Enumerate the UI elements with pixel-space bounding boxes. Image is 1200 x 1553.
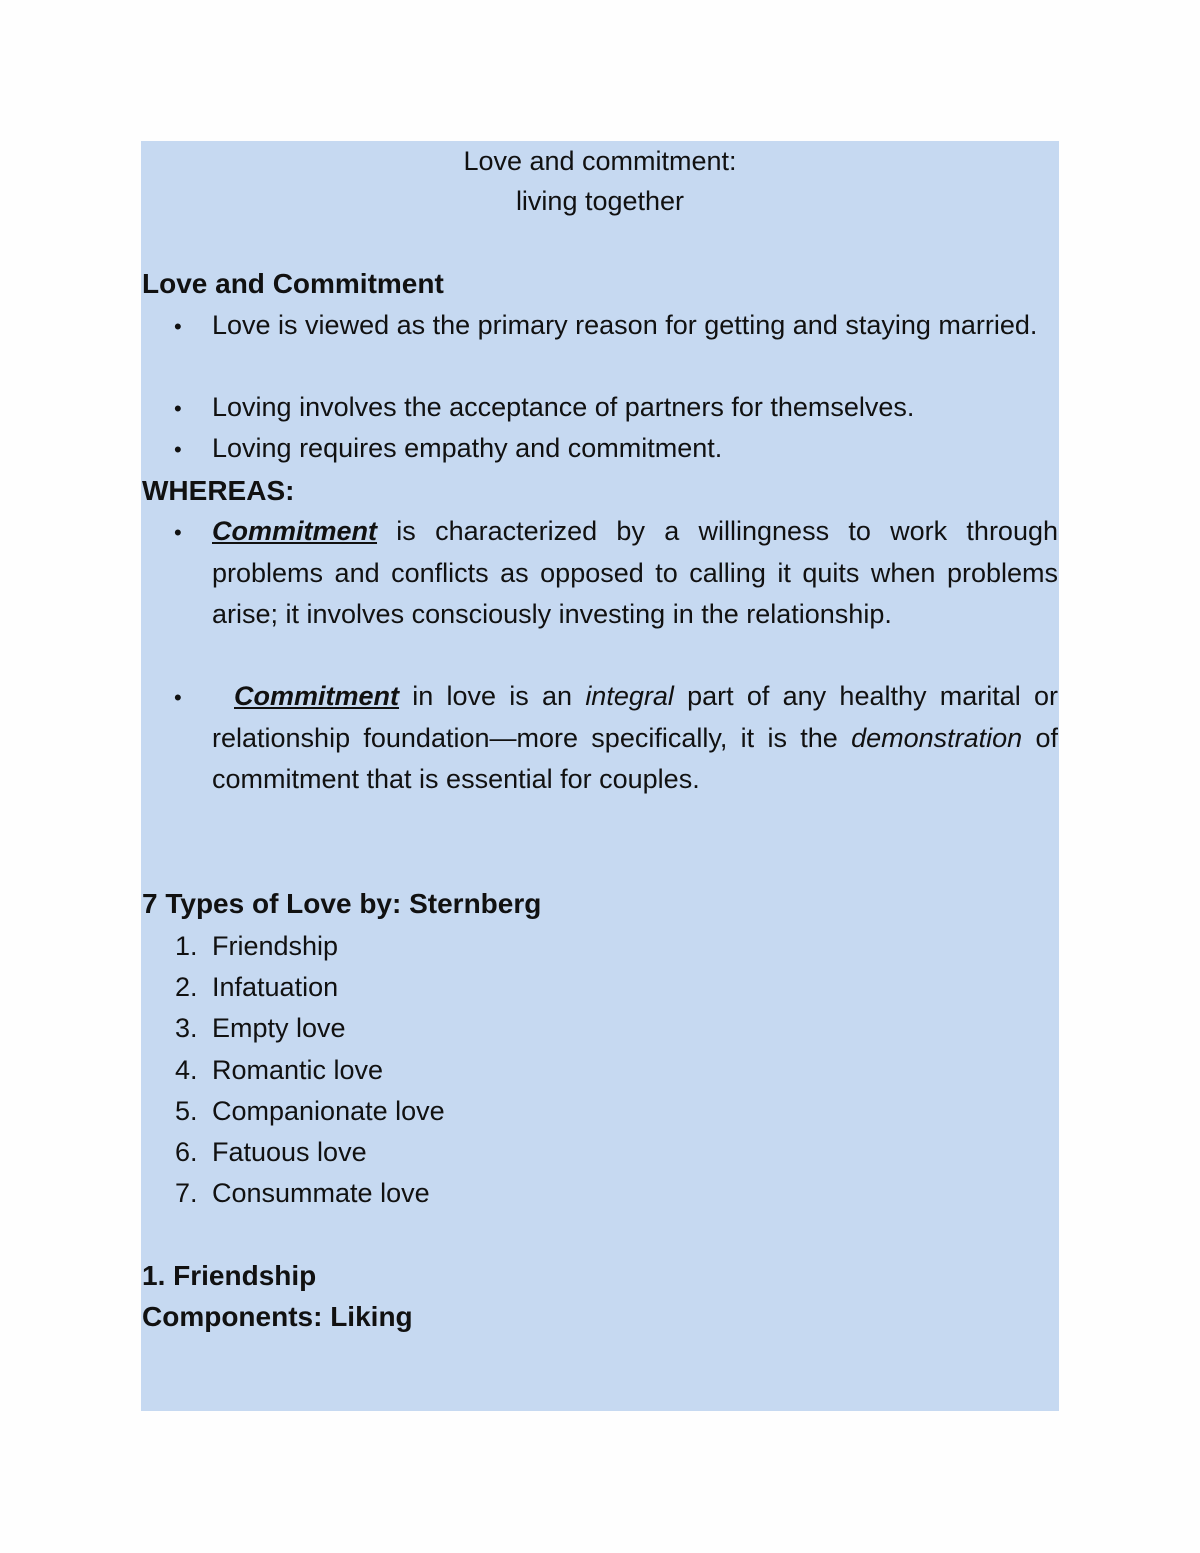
content-panel (141, 141, 1059, 1411)
list-number: 5. (175, 1096, 198, 1126)
bullet-icon: • (174, 685, 182, 710)
list-label: Consummate love (212, 1178, 430, 1208)
bullet-text-part: of commitment that is essential for couples. (212, 722, 1059, 794)
bullet-item: Loving requires empathy and commitment. (212, 433, 723, 463)
list-label: Fatuous love (212, 1137, 367, 1167)
italic-word-demonstration: demonstration (851, 722, 1023, 753)
bullet-icon: • (174, 437, 182, 462)
list-item (175, 1136, 367, 1168)
commitment-term: Commitment (234, 681, 400, 711)
title-line-1: Love and commitment: (463, 146, 737, 176)
bullet-icon: • (174, 314, 182, 339)
components-line: Components: Liking (142, 1301, 413, 1332)
section-heading-whereas: WHEREAS: (142, 475, 295, 506)
bullet-icon: • (174, 396, 182, 421)
list-item (175, 1177, 430, 1209)
list-item (175, 1012, 346, 1044)
bullet-item: Love is viewed as the primary reason for getting and staying married. (212, 310, 1038, 340)
title-line-2: living together (515, 186, 685, 216)
list-number: 4. (175, 1055, 198, 1085)
bullet-item: Loving involves the acceptance of partners for themselves. (212, 392, 915, 422)
bullet-text-rest: is characterized by a willingness to work through problems and conflicts as opposed to calling it quits when problems arise; it involves consciously investing in the relationship. (212, 516, 1058, 629)
list-item (175, 1095, 445, 1127)
bullet-text-part: part of any healthy marital or relationship foundation—more specifically, it is the (212, 681, 1058, 753)
bullet-icon: • (174, 520, 182, 545)
italic-word-integral: integral (585, 681, 674, 711)
bullet-item-commitment-2 (212, 676, 1058, 801)
list-item (175, 930, 338, 962)
list-number: 2. (175, 972, 198, 1002)
bullet-item-commitment-1 (212, 511, 1058, 636)
section-heading-friendship: 1. Friendship (142, 1260, 317, 1291)
list-number: 6. (175, 1137, 198, 1167)
commitment-term: Commitment (212, 516, 378, 546)
list-label: Friendship (212, 931, 339, 961)
list-label: Companionate love (212, 1096, 445, 1126)
list-number: 7. (175, 1178, 198, 1208)
list-item (175, 1054, 383, 1086)
list-label: Romantic love (212, 1055, 384, 1085)
list-number: 3. (175, 1013, 198, 1043)
section-heading-love-commitment: Love and Commitment (142, 268, 444, 299)
list-label: Empty love (212, 1013, 346, 1043)
list-label: Infatuation (212, 972, 339, 1002)
list-number: 1. (175, 931, 198, 961)
bullet-text-part: in love is an (399, 681, 586, 711)
section-heading-types: 7 Types of Love by: Sternberg (142, 888, 542, 919)
list-item (175, 971, 338, 1003)
